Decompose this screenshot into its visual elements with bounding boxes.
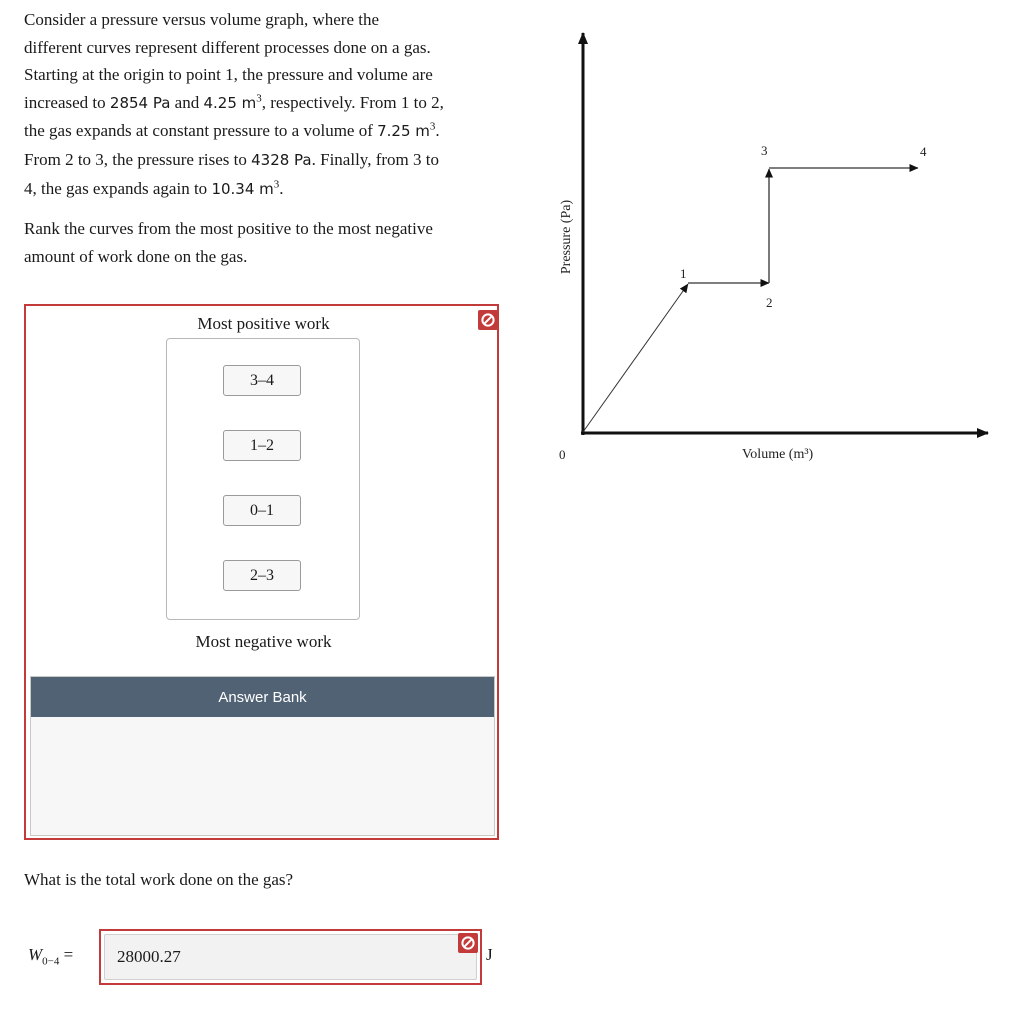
origin-label: 0	[559, 447, 566, 462]
volume-1-value: 4.25 m	[203, 93, 257, 112]
rank-item-2-3[interactable]: 2–3	[223, 560, 301, 591]
problem-paragraph	[24, 6, 514, 203]
cubic-superscript: 3	[273, 177, 280, 190]
cubic-superscript: 3	[256, 92, 262, 105]
work-subscript: 0−4	[42, 955, 60, 968]
problem-text: increased to	[24, 92, 110, 112]
rank-item-1-2[interactable]: 1–2	[223, 430, 301, 461]
problem-line: Starting at the origin to point 1, the pressure and volume are	[24, 65, 433, 85]
answer-bank[interactable]	[30, 676, 495, 836]
point-label-4: 4	[920, 144, 927, 159]
problem-statement	[24, 6, 514, 270]
volume-2-value: 7.25 m	[377, 122, 430, 141]
process-0-1	[583, 284, 688, 432]
work-answer-input[interactable]	[104, 934, 477, 980]
problem-line: different curves represent different processes done on a gas.	[24, 37, 431, 57]
most-negative-label: Most negative work	[195, 632, 332, 651]
rank-item-0-1[interactable]: 0–1	[223, 495, 301, 526]
point-label-1: 1	[680, 266, 687, 281]
work-answer-box	[99, 929, 482, 985]
work-variable: W	[28, 945, 43, 964]
y-axis-label: Pressure (Pa)	[559, 199, 574, 275]
problem-text: , respectively. From 1 to 2,	[261, 92, 444, 112]
rank-instruction	[24, 215, 514, 270]
work-question: What is the total work done on the gas?	[24, 870, 294, 889]
point-label-2: 2	[766, 295, 773, 310]
most-positive-label: Most positive work	[197, 314, 330, 333]
incorrect-status-icon	[458, 933, 478, 953]
pv-graph	[540, 25, 1000, 480]
problem-text: 4, the gas expands again to	[24, 178, 212, 198]
problem-line: Consider a pressure versus volume graph, where the	[24, 10, 380, 29]
ranking-panel	[24, 304, 499, 840]
problem-text: and	[170, 92, 204, 112]
pressure-1-value: 2854 Pa	[109, 93, 171, 112]
cubic-superscript: 3	[429, 120, 436, 133]
problem-text: .	[435, 121, 440, 141]
work-variable-label	[28, 945, 73, 967]
rank-instruction-line: Rank the curves from the most positive to the most negative	[24, 219, 433, 239]
ranking-drop-zone[interactable]	[166, 338, 360, 620]
problem-text: the gas expands at constant pressure to a volume of	[24, 121, 378, 141]
volume-4-value: 10.34 m	[211, 179, 274, 198]
rank-item-3-4[interactable]: 3–4	[223, 365, 301, 396]
rank-instruction-line: amount of work done on the gas.	[24, 246, 248, 266]
pv-graph-svg	[540, 25, 1000, 475]
equals-sign: =	[63, 945, 74, 964]
problem-text: . Finally, from 3 to	[311, 149, 439, 169]
x-axis-label: Volume (m³)	[742, 447, 814, 462]
problem-text: .	[279, 178, 284, 198]
problem-text: From 2 to 3, the pressure rises to	[24, 149, 252, 169]
pressure-3-value: 4328 Pa	[251, 150, 312, 169]
point-label-3: 3	[761, 143, 768, 158]
answer-bank-header: Answer Bank	[31, 677, 494, 717]
work-unit: J	[486, 945, 493, 964]
